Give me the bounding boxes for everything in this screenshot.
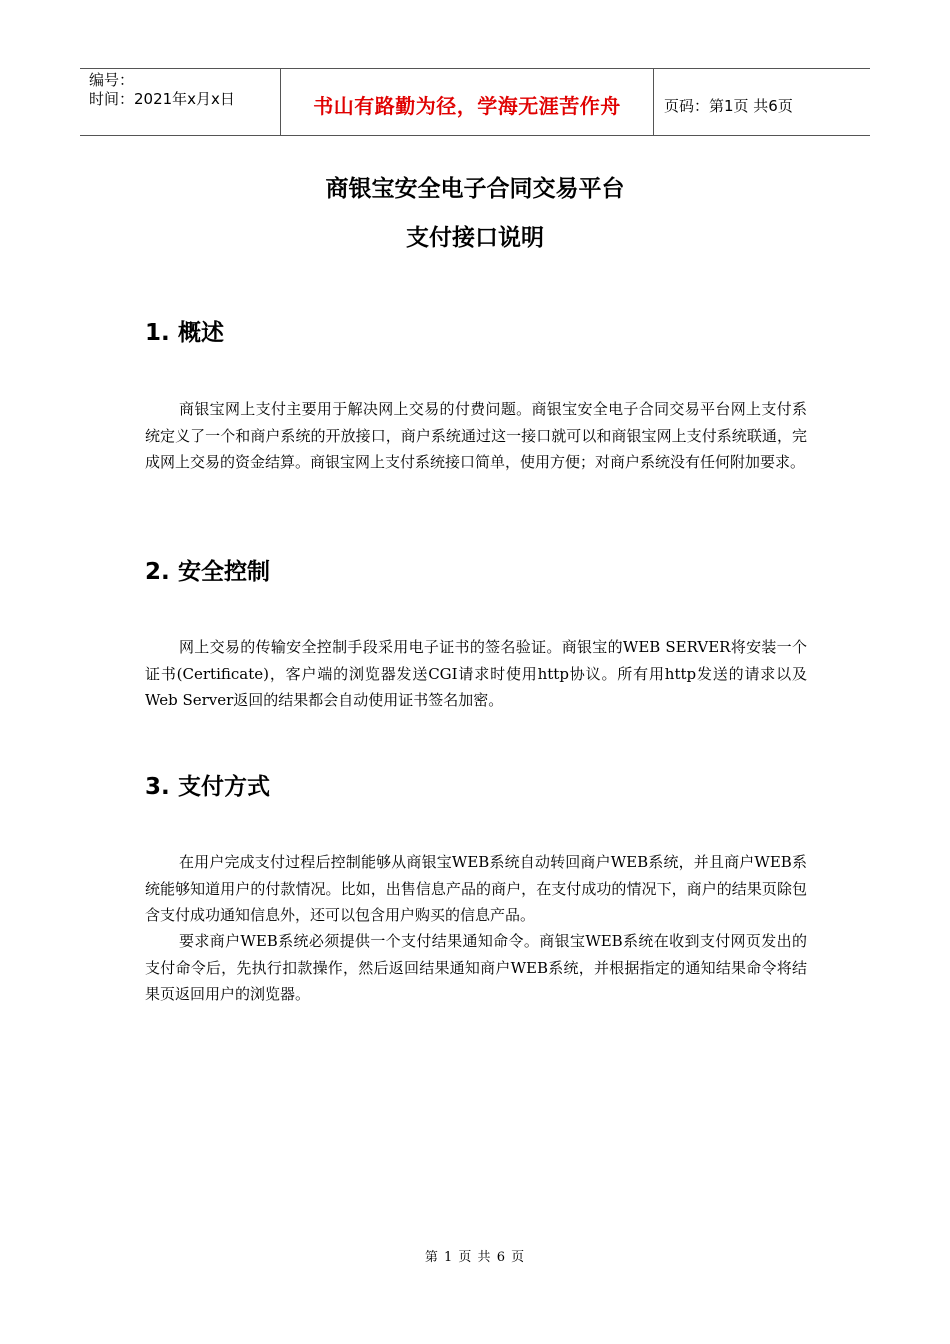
header-motto: 书山有路勤为径，学海无涯苦作舟 <box>313 93 621 118</box>
paragraph-payment-1: 在用户完成支付过程后控制能够从商银宝WEB系统自动转回商户WEB系统，并且商户WEB系统能够知道用户的付款情况。比如，出售信息产品的商户，在支付成功的情况下，商户的结果页除包含支付成功通知信息外，还可以包含用户购买的信息产品。 <box>145 853 807 924</box>
document-date-label: 时间：2021年x月x日 <box>89 90 235 108</box>
section-title: 概述 <box>178 320 224 346</box>
header-meta-cell <box>80 69 281 135</box>
document-title: 商银宝安全电子合同交易平台 <box>325 176 625 202</box>
header-page-info: 页码：第1页 共6页 <box>664 96 793 115</box>
section-number: 2. <box>145 559 170 585</box>
page-header <box>80 68 870 136</box>
section-number: 3. <box>145 774 170 800</box>
document-subtitle: 支付接口说明 <box>406 225 544 251</box>
header-motto-cell <box>281 69 654 135</box>
paragraph-security: 网上交易的传输安全控制手段采用电子证书的签名验证。商银宝的WEB SERVER将安装一个证书(Certificate)，客户端的浏览器发送CGI请求时使用http协议。所有用http发送的请求以及Web Server返回的结果都会自动使用证书签名加密。 <box>145 638 807 709</box>
document-number-label: 编号： <box>89 71 135 89</box>
section-title: 支付方式 <box>178 774 270 800</box>
section-number: 1. <box>145 320 170 346</box>
page-footer: 第 1 页 共 6 页 <box>424 1250 526 1265</box>
paragraph-overview: 商银宝网上支付主要用于解决网上交易的付费问题。商银宝安全电子合同交易平台网上支付系统定义了一个和商户系统的开放接口，商户系统通过这一接口就可以和商银宝网上支付系统联通，完成网上交易的资金结算。商银宝网上支付系统接口简单，使用方便；对商户系统没有任何附加要求。 <box>145 400 807 471</box>
header-page-info-cell <box>654 72 870 138</box>
section-heading-overview <box>145 314 224 347</box>
paragraph-payment-2: 要求商户WEB系统必须提供一个支付结果通知命令。商银宝WEB系统在收到支付网页发出的支付命令后，先执行扣款操作，然后返回结果通知商户WEB系统，并根据指定的通知结果命令将结果页返回用户的浏览器。 <box>145 932 807 1003</box>
section-heading-payment <box>145 768 270 801</box>
section-title: 安全控制 <box>178 559 270 585</box>
section-heading-security <box>145 553 270 586</box>
